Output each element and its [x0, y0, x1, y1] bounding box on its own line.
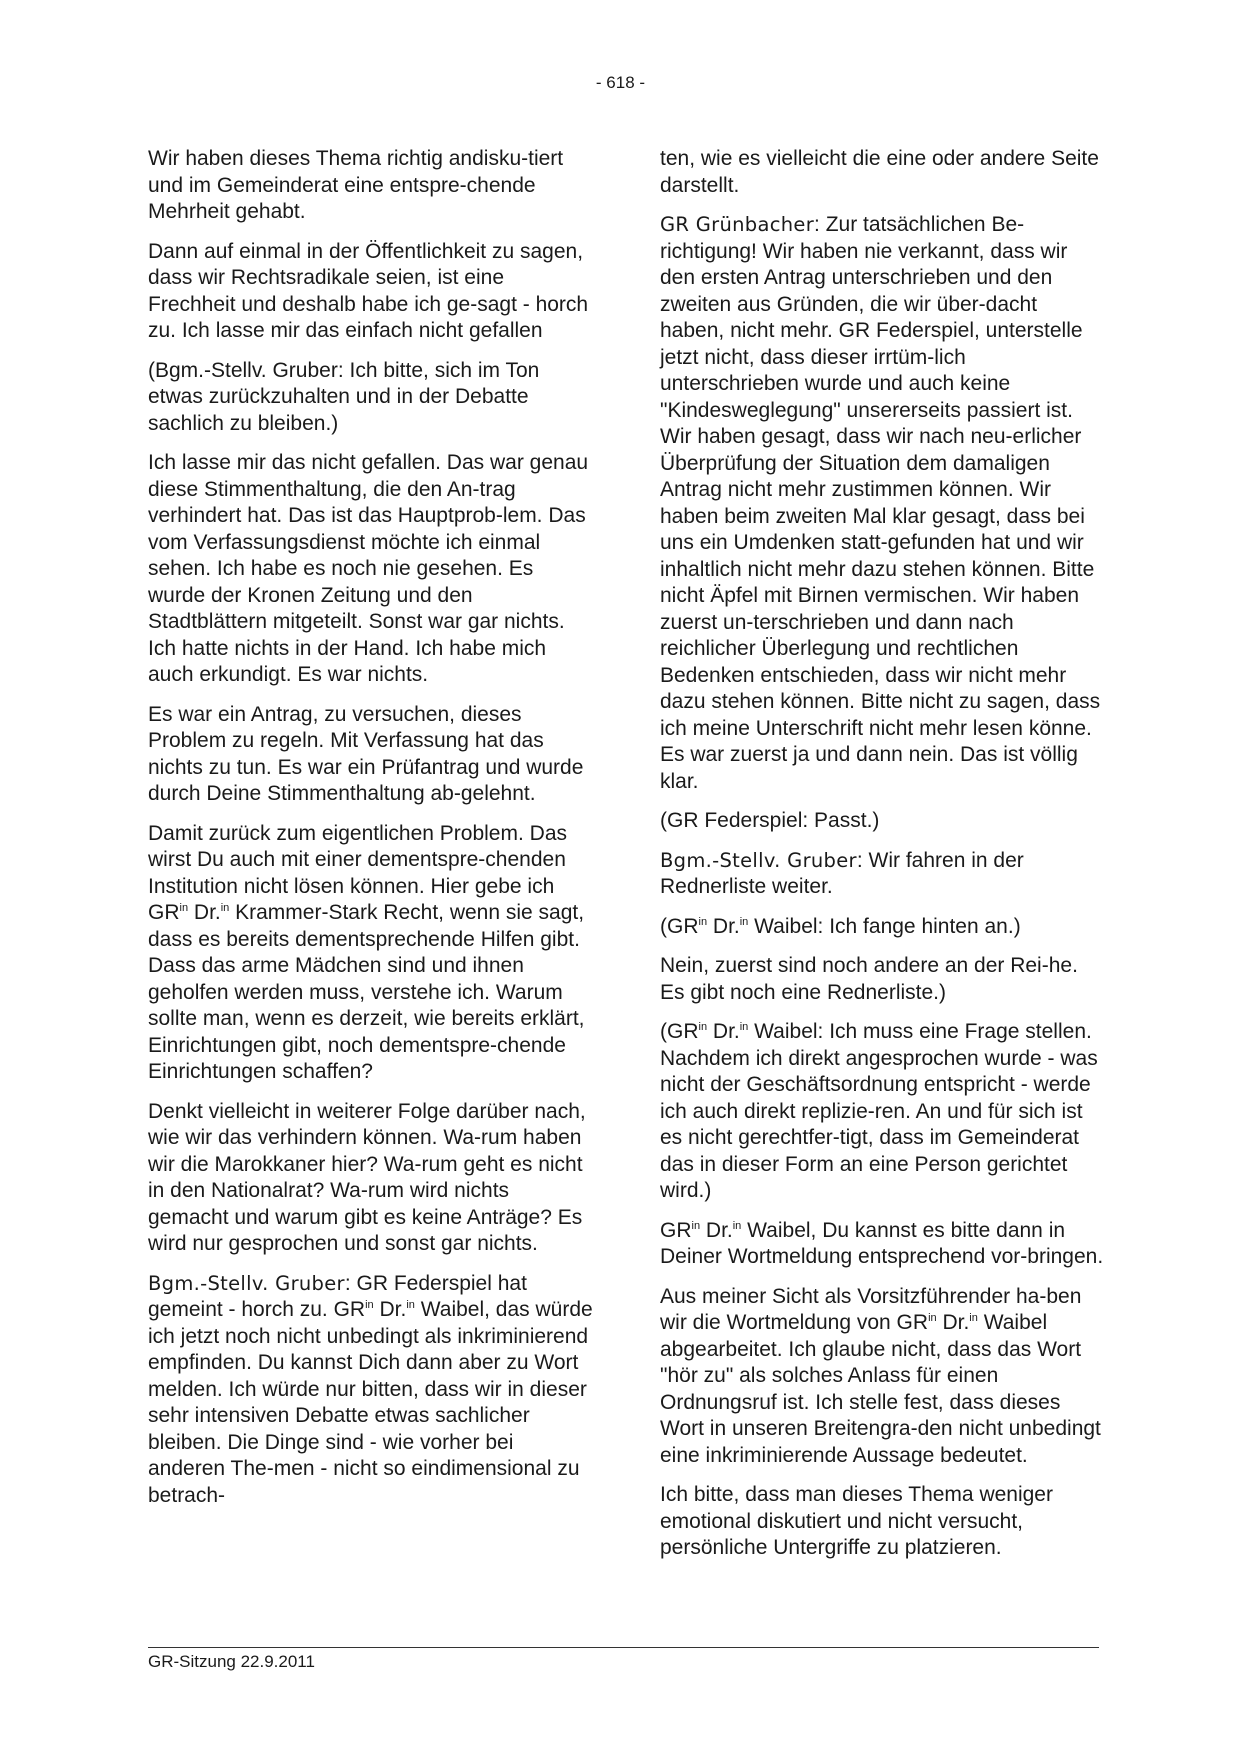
interjection — [660, 808, 1106, 835]
paragraph — [660, 146, 1106, 199]
footer-session: GR-Sitzung 22.9.2011 — [148, 1652, 315, 1671]
paragraph — [660, 1482, 1106, 1562]
paragraph-text: GR — [660, 1218, 692, 1242]
paragraph — [148, 146, 594, 226]
superscript: in — [739, 1021, 749, 1033]
left-column — [148, 146, 594, 1522]
paragraph — [148, 702, 594, 808]
superscript: in — [698, 915, 708, 928]
paragraph-text: Ich lasse mir das nicht gefallen. Das war genau diese Stimmenthaltung, die den An-trag verhindert hat. Das ist das Hauptprob-lem. Das vom Verfassungsdienst möchte ich einmal sehen. Ich habe es noch nie gesehen. Es wurde der Kronen Zeitung und den Stadtblättern mitgeteilt. Sonst war gar nichts. Ich hatte nichts in der Hand. Ich habe mich auch erkundigt. Es war nichts. — [148, 451, 589, 686]
paragraph — [660, 1284, 1106, 1470]
paragraph-text: Waibel: Ich fange hinten an.) — [748, 914, 1021, 938]
paragraph-text: Dr. — [373, 1298, 407, 1321]
paragraph-text: : Wir fahren in der Rednerliste weiter. — [660, 848, 1024, 898]
paragraph — [148, 239, 594, 345]
paragraph-text: Waibel abgearbeitet. Ich glaube nicht, dass das Wort "hör zu" als solches Anlass für einen Ordnungsruf ist. Ich stelle fest, dass dieses Wort in unseren Breitengra-den nicht unbedingt eine inkriminierende Aussage bedeutet. — [660, 1311, 1101, 1467]
paragraph-text: Dr. — [936, 1311, 970, 1334]
paragraph-text: Damit zurück zum eigentlichen Problem. Das wirst Du auch mit einer dementspre-chenden Institution nicht lösen können. Hier gebe ich GR — [148, 821, 567, 924]
superscript: in — [928, 1312, 937, 1324]
paragraph — [148, 1099, 594, 1258]
superscript: in — [406, 1299, 415, 1311]
paragraph-text: Ich bitte, dass man dieses Thema weniger emotional diskutiert und nicht versucht, persönliche Untergriffe zu platzieren. — [660, 1483, 1053, 1559]
paragraph-text: Wir haben dieses Thema richtig andisku-tiert und im Gemeinderat eine entspre-chende Mehrheit gehabt. — [148, 147, 564, 223]
paragraph-text: Dr. — [707, 914, 740, 938]
paragraph-text: Krammer-Stark Recht, wenn sie sagt, dass es bereits dementsprechende Hilfen gibt. Dass das arme Mädchen sind und ihnen geholfen werden muss, verstehe ich. Warum sollte man, wenn es derzeit, wie bereits erklärt, Einrichtungen gibt, noch dementspre-chende Einrichtungen schaffen? — [148, 901, 585, 1083]
speaker-name: Bgm.-Stellv. Gruber — [148, 1271, 345, 1295]
superscript: in — [365, 1299, 374, 1311]
superscript: in — [691, 1219, 701, 1232]
paragraph-text: Nein, zuerst sind noch andere an der Rei-he. Es gibt noch eine Rednerliste.) — [660, 954, 1078, 1004]
paragraph-text: : Zur tatsächlichen Be-richtigung! Wir haben nie verkannt, dass wir den ersten Antrag unterschrieben und den zweiten aus Gründen, die wir über-dacht haben, nicht mehr. GR Federspiel, unterstelle jetzt nicht, dass dieser irrtüm-lich unterschrieben wurde und auch keine "Kindesweglegung" unsererseits passiert ist. Wir haben gesagt, dass wir nach neu-erlicher Überprüfung der Situation dem damaligen Antrag nicht mehr zustimmen können. Wir haben beim zweiten Mal klar gesagt, dass bei uns ein Umdenken statt-gefunden hat und wir inhaltlich nicht mehr dazu stehen können. Bitte nicht Äpfel mit Birnen vermischen. Wir haben zuerst un-terschrieben und dann nach reichlicher Überlegung und rechtlichen Bedenken entschieden, dass wir nicht mehr dazu stehen können. Bitte nicht zu sagen, dass ich meine Unterschrift nicht mehr lesen könne. Es war zuerst ja und dann nein. Das ist völlig klar. — [660, 213, 1101, 793]
interjection — [660, 1019, 1106, 1205]
paragraph-text: (Bgm.-Stellv. Gruber: Ich bitte, sich im Ton etwas zurückzuhalten und in der Debatte sachlich zu bleiben.) — [148, 358, 540, 435]
speaker-paragraph — [148, 1271, 594, 1510]
superscript: in — [969, 1312, 978, 1324]
paragraph-text: Dr. — [700, 1218, 733, 1242]
speaker-paragraph — [660, 848, 1106, 901]
footer-divider — [148, 1647, 1099, 1648]
right-column — [660, 146, 1106, 1575]
speaker-name: Bgm.-Stellv. Gruber — [660, 848, 857, 872]
superscript: in — [179, 902, 189, 914]
paragraph — [148, 821, 594, 1086]
paragraph-text: Denkt vielleicht in weiterer Folge darüber nach, wie wir das verhindern können. Wa-rum haben wir die Marokkaner hier? Wa-rum geht es nicht in den Nationalrat? Wa-rum wird nichts gemacht und warum gibt es keine Anträge? Es wird nur gesprochen und sonst gar nichts. — [148, 1099, 586, 1255]
paragraph-text: Aus meiner Sicht als Vorsitzführender ha-ben wir die Wortmeldung von GR — [660, 1284, 1082, 1334]
page-number: - 618 - — [595, 73, 646, 92]
paragraph-text: : GR Federspiel hat gemeint - horch zu. GR — [148, 1271, 527, 1321]
paragraph-text: (GR — [660, 1020, 699, 1043]
speaker-paragraph — [660, 212, 1106, 795]
superscript: in — [739, 915, 749, 928]
superscript: in — [220, 902, 230, 914]
paragraph-text: Waibel, das würde ich jetzt noch nicht unbedingt als inkriminierend empfinden. Du kannst Dich dann aber zu Wort melden. Ich würde nur bitten, dass wir in dieser sehr intensiven Debatte etwas sachlicher bleiben. Die Dinge sind - wie vorher bei anderen The-men - nicht so eindimensional zu betrach- — [148, 1298, 593, 1507]
paragraph-text: (GR Federspiel: Passt.) — [660, 809, 880, 832]
superscript: in — [732, 1219, 742, 1232]
paragraph — [660, 1218, 1106, 1271]
superscript: in — [698, 1021, 708, 1033]
paragraph-text: Waibel, Du kannst es bitte dann in Deiner Wortmeldung entsprechend vor-bringen. — [660, 1218, 1104, 1268]
interjection — [148, 358, 594, 438]
paragraph-text: Dann auf einmal in der Öffentlichkeit zu sagen, dass wir Rechtsradikale seien, ist eine Frechheit und deshalb habe ich ge-sagt - horch zu. Ich lasse mir das einfach nicht gefallen — [148, 239, 589, 342]
paragraph-text: (GR — [660, 914, 699, 938]
speaker-name: GR Grünbacher — [660, 213, 815, 236]
paragraph — [660, 953, 1106, 1006]
paragraph-text: Dr. — [188, 901, 221, 924]
paragraph — [148, 450, 594, 689]
paragraph-text: Es war ein Antrag, zu versuchen, dieses Problem zu regeln. Mit Verfassung hat das nichts zu tun. Es war ein Prüfantrag und wurde durch Deine Stimmenthaltung ab-gelehnt. — [148, 702, 584, 805]
paragraph-text: Dr. — [707, 1020, 740, 1043]
interjection — [660, 914, 1106, 941]
paragraph-text: Waibel: Ich muss eine Frage stellen. Nachdem ich direkt angesprochen wurde - was nicht der Geschäftsordnung entspricht - werde ich auch direkt replizie-ren. An und für sich ist es nicht gerechtfer-tigt, dass im Gemeinderat das in dieser Form an eine Person gerichtet wird.) — [660, 1020, 1098, 1202]
paragraph-text: ten, wie es vielleicht die eine oder andere Seite darstellt. — [660, 147, 1099, 197]
